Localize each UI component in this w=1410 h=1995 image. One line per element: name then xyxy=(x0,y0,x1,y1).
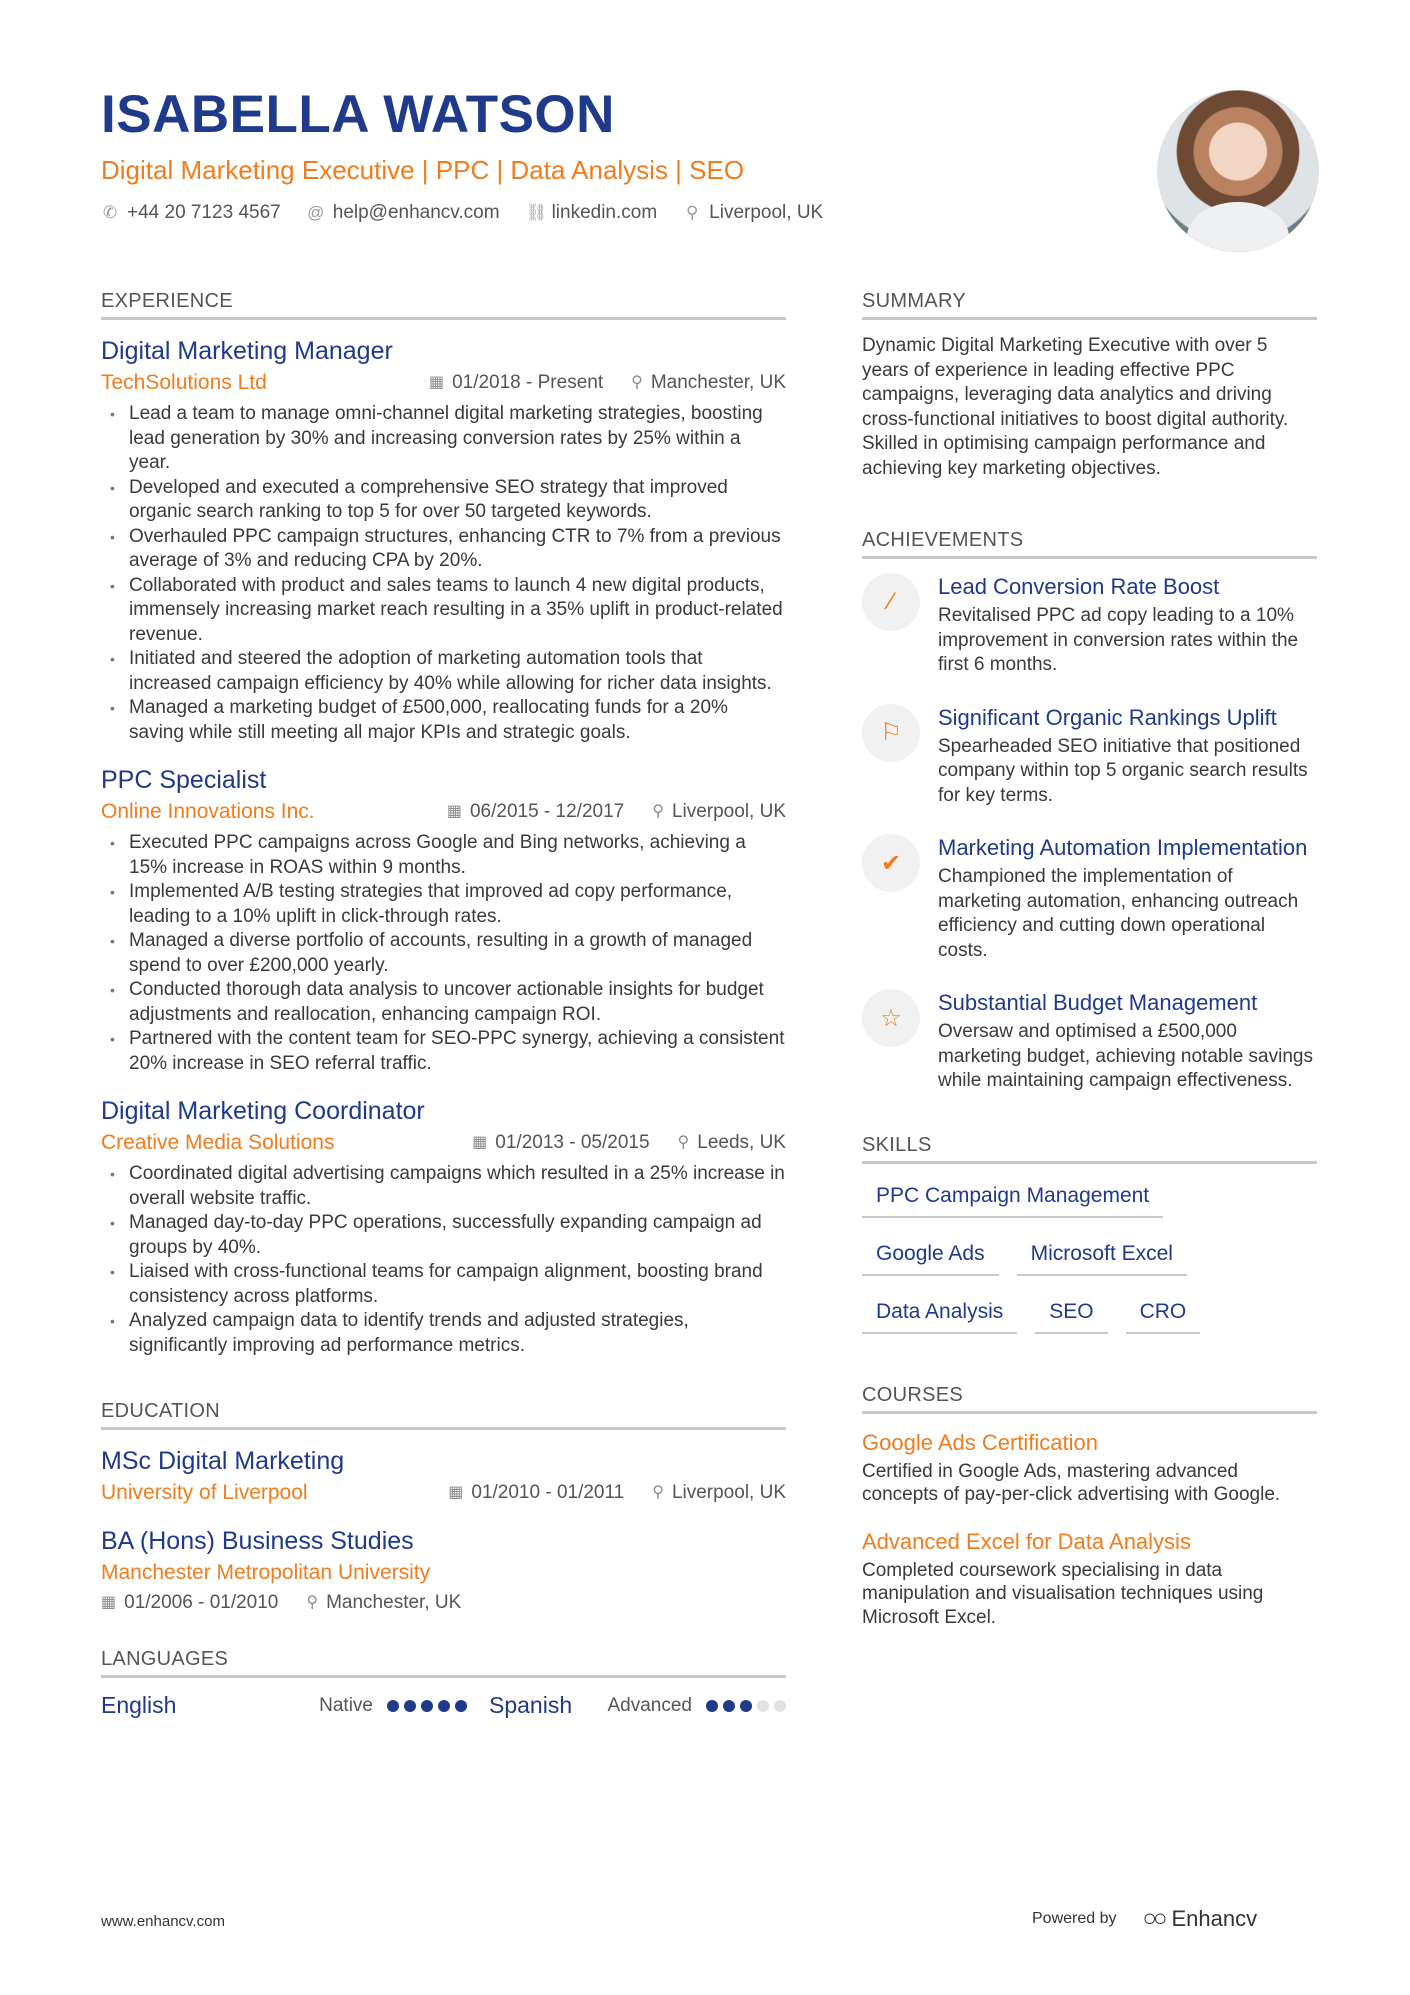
section-title-summary: SUMMARY xyxy=(862,290,1317,320)
achievement-desc: Revitalised PPC ad copy leading to a 10% improvement in conversion rates within the first 6 months. xyxy=(938,605,1299,675)
left-column xyxy=(101,290,786,1719)
location-pin-icon: ⚲ xyxy=(306,1594,319,1611)
location-pin-icon: ⚲ xyxy=(631,374,643,391)
calendar-icon: ▦ xyxy=(446,803,462,820)
degree-title: BA (Hons) Business Studies xyxy=(101,1527,414,1555)
achievement-desc: Spearheaded SEO initiative that positioned company within top 5 organic search results for key terms. xyxy=(938,735,1308,806)
company-name: Creative Media Solutions xyxy=(101,1131,335,1154)
proficiency-dot-filled xyxy=(421,1700,433,1712)
bullet-item: • Executed PPC campaigns across Google and Bing networks, achieving a 15% increase in ROAS within 9 months. xyxy=(101,831,786,880)
skill-tag: Google Ads xyxy=(862,1236,999,1276)
bullet-item: • Collaborated with product and sales teams to launch 4 new digital products, immensely increasing market reach resulting in a 35% uplift in product-related revenue. xyxy=(101,574,786,648)
contact-phone xyxy=(101,202,281,224)
contact-email[interactable] xyxy=(307,202,500,224)
language-entry xyxy=(467,1692,786,1719)
achievement-item xyxy=(862,704,1317,809)
job-meta xyxy=(101,368,786,398)
job-location xyxy=(631,368,786,398)
job-bullets xyxy=(101,831,786,1076)
resume-header xyxy=(101,82,1131,224)
skill-tag: PPC Campaign Management xyxy=(862,1178,1163,1218)
brand-name: Enhancv xyxy=(1171,1906,1258,1931)
linkedin-text[interactable]: linkedin.com xyxy=(551,202,658,223)
language-level: Advanced xyxy=(607,1694,692,1716)
bullet-item: • Conducted thorough data analysis to uncover actionable insights for budget adjustments and reallocation, enhancing campaign ROI. xyxy=(101,978,786,1027)
phone-text: +44 20 7123 4567 xyxy=(127,202,281,223)
bullet-item: • Partnered with the content team for SEO-PPC synergy, achieving a consistent 20% increase in SEO referral traffic. xyxy=(101,1027,786,1076)
job-location xyxy=(652,797,786,827)
bullet-item: • Developed and executed a comprehensive SEO strategy that improved organic search ranking to top 5 for over 50 targeted keywords. xyxy=(101,476,786,525)
achievement-desc: Championed the implementation of marketing automation, enhancing outreach efficiency and cutting down operational costs. xyxy=(938,866,1299,961)
flag-icon: ⚐ xyxy=(862,704,920,762)
job-location xyxy=(678,1128,786,1158)
achievement-title: Significant Organic Rankings Uplift xyxy=(938,704,1277,730)
location-pin-icon: ⚲ xyxy=(652,1484,664,1501)
dates-text: 01/2013 - 05/2015 xyxy=(495,1132,650,1153)
proficiency-dot-filled xyxy=(740,1700,752,1712)
education-meta xyxy=(101,1478,786,1508)
degree-title: MSc Digital Marketing xyxy=(101,1447,345,1475)
experience-entry xyxy=(101,1094,786,1358)
location-pin-icon: ⚲ xyxy=(685,203,699,222)
location-text: Manchester, UK xyxy=(326,1592,462,1613)
dates-text: 01/2010 - 01/2011 xyxy=(471,1482,625,1503)
candidate-name: ISABELLA WATSON xyxy=(101,85,615,144)
achievement-item xyxy=(862,573,1317,678)
contact-bar xyxy=(101,202,1131,224)
achievements-list xyxy=(862,573,1317,1094)
location-text: Leeds, UK xyxy=(697,1132,786,1153)
dates-text: 06/2015 - 12/2017 xyxy=(469,801,625,822)
education-entry xyxy=(101,1524,786,1618)
location-pin-icon: ⚲ xyxy=(652,803,664,820)
checkmark-icon: ✔ xyxy=(862,834,920,892)
bullet-item: • Overhauled PPC campaign structures, enhancing CTR to 7% from a previous average of 3% and reducing CPA by 20%. xyxy=(101,525,786,574)
proficiency-dot-filled xyxy=(404,1700,416,1712)
course-title: Advanced Excel for Data Analysis xyxy=(862,1528,1191,1554)
proficiency-dot-empty xyxy=(757,1700,769,1712)
company-name: Online Innovations Inc. xyxy=(101,800,315,823)
summary-text: Dynamic Digital Marketing Executive with over 5 years of experience in leading effective PPC campaigns, leveraging data analytics and driving cross-functional initiatives to boost digital authority. Skilled in optimising campaign performance and achieving key marketing objectives. xyxy=(862,335,1289,479)
language-level: Native xyxy=(319,1694,373,1716)
job-bullets xyxy=(101,1162,786,1358)
achievement-title: Lead Conversion Rate Boost xyxy=(938,574,1220,599)
achievement-item xyxy=(862,989,1317,1094)
location-pin-icon: ⚲ xyxy=(677,1134,690,1151)
email-text[interactable]: help@enhancv.com xyxy=(332,202,500,223)
footer-website[interactable]: www.enhancv.com xyxy=(101,1913,225,1930)
job-meta xyxy=(101,1128,786,1158)
bullet-item: • Implemented A/B testing strategies that improved ad copy performance, leading to a 10% uplift in click-through rates. xyxy=(101,880,786,929)
company-name: TechSolutions Ltd xyxy=(101,371,267,394)
profile-photo xyxy=(1157,90,1319,252)
bullet-item: • Managed a diverse portfolio of accounts, resulting in a growth of managed spend to over £200,000 yearly. xyxy=(101,929,786,978)
education-meta xyxy=(101,1558,786,1588)
section-title-achievements: ACHIEVEMENTS xyxy=(862,529,1317,559)
calendar-icon: ▦ xyxy=(101,1594,117,1611)
bullet-item: • Managed a marketing budget of £500,000, reallocating funds for a 20% saving while still meeting all major KPIs and strategic goals. xyxy=(101,696,786,745)
skill-tag: Data Analysis xyxy=(862,1294,1017,1334)
school-name: Manchester Metropolitan University xyxy=(101,1561,431,1584)
language-proficiency-dots xyxy=(706,1700,786,1712)
contact-location xyxy=(683,202,823,224)
bullet-item: • Lead a team to manage omni-channel digital marketing strategies, boosting lead generation by 30% and increasing conversion rates by 25% within a year. xyxy=(101,402,786,476)
bullet-item: • Initiated and steered the adoption of marketing automation tools that increased campaign efficiency by 40% while allowing for richer data insights. xyxy=(101,647,786,696)
course-desc: Certified in Google Ads, mastering advanced concepts of pay-per-click advertising with Google. xyxy=(862,1460,1281,1505)
achievement-desc: Oversaw and optimised a £500,000 marketing budget, achieving notable savings while maintaining campaign effectiveness. xyxy=(938,1021,1313,1091)
job-title: PPC Specialist xyxy=(101,766,267,794)
section-title-courses: COURSES xyxy=(862,1384,1317,1414)
job-meta xyxy=(101,797,786,827)
achievement-title: Substantial Budget Management xyxy=(938,990,1258,1015)
school-name: University of Liverpool xyxy=(101,1481,308,1504)
education-location xyxy=(306,1588,461,1618)
contact-linkedin[interactable] xyxy=(526,202,658,224)
phone-icon: ✆ xyxy=(102,203,118,222)
education-dates xyxy=(101,1588,278,1618)
calendar-icon: ▦ xyxy=(448,1484,464,1501)
course-title: Google Ads Certification xyxy=(862,1429,1099,1455)
right-column xyxy=(862,290,1317,1649)
language-entry xyxy=(101,1692,467,1719)
section-title-education: EDUCATION xyxy=(101,1400,786,1430)
proficiency-dot-filled xyxy=(438,1700,450,1712)
location-text: Liverpool, UK xyxy=(709,202,824,223)
experience-entry xyxy=(101,334,786,745)
location-text: Manchester, UK xyxy=(650,372,786,393)
magic-wand-icon: ⁄ xyxy=(862,573,920,631)
at-icon: @ xyxy=(307,203,325,222)
course-item xyxy=(862,1527,1317,1630)
powered-by-text: Powered by xyxy=(1032,1910,1117,1927)
language-name: English xyxy=(101,1692,177,1718)
location-text: Liverpool, UK xyxy=(671,1482,786,1503)
languages-row xyxy=(101,1692,786,1719)
calendar-icon: ▦ xyxy=(428,374,445,391)
experience-entry xyxy=(101,763,786,1076)
bullet-item: • Managed day-to-day PPC operations, successfully expanding campaign ad groups by 40%. xyxy=(101,1211,786,1260)
job-title: Digital Marketing Manager xyxy=(101,337,393,365)
brand[interactable] xyxy=(1143,1905,1258,1933)
course-desc: Completed coursework specialising in data manipulation and visualisation techniques using Microsoft Excel. xyxy=(862,1559,1264,1628)
skills-list xyxy=(862,1178,1317,1334)
enhancv-logo-icon: ○○ xyxy=(1142,1905,1164,1932)
proficiency-dot-filled xyxy=(387,1700,399,1712)
language-name: Spanish xyxy=(489,1692,573,1718)
job-title: Digital Marketing Coordinator xyxy=(101,1097,425,1125)
skill-tag: CRO xyxy=(1126,1294,1201,1334)
dates-text: 01/2018 - Present xyxy=(452,372,604,393)
education-entry xyxy=(101,1444,786,1508)
course-item xyxy=(862,1428,1317,1507)
education-location xyxy=(652,1478,786,1508)
section-title-languages: LANGUAGES xyxy=(101,1648,786,1678)
link-icon: ⛓ xyxy=(525,203,548,222)
education-meta-row xyxy=(101,1588,786,1618)
proficiency-dot-filled xyxy=(455,1700,467,1712)
section-title-experience: EXPERIENCE xyxy=(101,290,786,320)
bullet-item: • Analyzed campaign data to identify trends and adjusted strategies, significantly improving ad performance metrics. xyxy=(101,1309,786,1358)
education-dates xyxy=(448,1478,624,1508)
skill-tag: Microsoft Excel xyxy=(1017,1236,1187,1276)
proficiency-dot-empty xyxy=(774,1700,786,1712)
section-title-skills: SKILLS xyxy=(862,1134,1317,1164)
achievement-item xyxy=(862,834,1317,963)
bullet-item: • Coordinated digital advertising campaigns which resulted in a 25% increase in overall website traffic. xyxy=(101,1162,786,1211)
job-bullets xyxy=(101,402,786,745)
location-text: Liverpool, UK xyxy=(671,801,786,822)
calendar-icon: ▦ xyxy=(472,1134,488,1151)
footer-branding xyxy=(1032,1905,1257,1933)
star-icon: ☆ xyxy=(862,989,920,1047)
job-dates xyxy=(447,797,624,827)
proficiency-dot-filled xyxy=(723,1700,735,1712)
bullet-item: • Liaised with cross-functional teams for campaign alignment, boosting brand consistency across platforms. xyxy=(101,1260,786,1309)
experience-list xyxy=(101,334,786,1358)
job-dates xyxy=(429,368,603,398)
job-dates xyxy=(472,1128,649,1158)
candidate-headline: Digital Marketing Executive | PPC | Data Analysis | SEO xyxy=(101,155,745,185)
dates-text: 01/2006 - 01/2010 xyxy=(124,1592,279,1613)
language-proficiency-dots xyxy=(387,1700,467,1712)
achievement-title: Marketing Automation Implementation xyxy=(938,835,1308,860)
skill-tag: SEO xyxy=(1035,1294,1107,1334)
proficiency-dot-filled xyxy=(706,1700,718,1712)
